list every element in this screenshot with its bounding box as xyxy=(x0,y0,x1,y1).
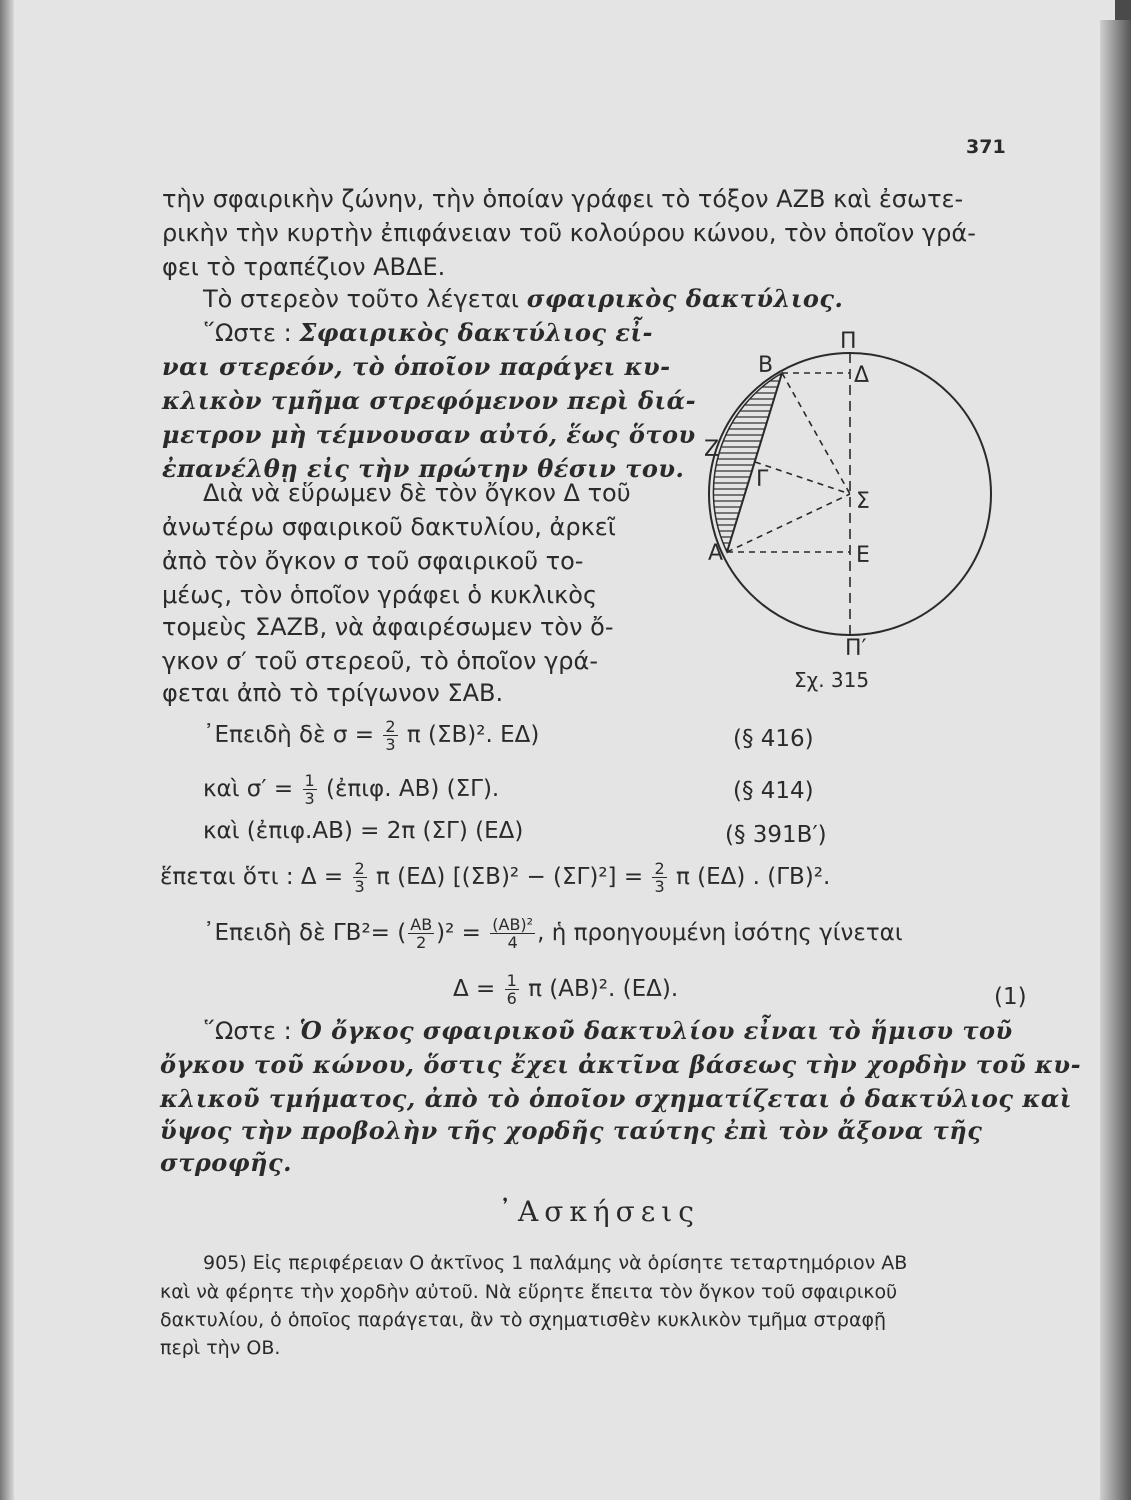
denominator: 6 xyxy=(506,989,517,1008)
figure-caption: Σχ. 315 xyxy=(794,668,870,692)
book-spine-shadow xyxy=(0,0,14,1500)
text-line: ἀνωτέρω σφαιρικοῦ δακτυλίου, ἀρκεῖ xyxy=(162,513,616,541)
conclusion-line: στροφῆς. xyxy=(160,1148,292,1177)
radius-sb xyxy=(782,373,850,494)
text-span: Τὸ στερεὸν τοῦτο λέγεται xyxy=(203,285,527,313)
label-delta: Δ xyxy=(854,363,870,388)
eq-text: , ἡ προηγουμένη ἰσότης γίνεται xyxy=(537,920,903,946)
hatched-segment xyxy=(713,373,782,552)
text-span: ῞Ωστε : xyxy=(203,319,300,347)
definition-italic: Σφαιρικὸς δακτύλιος εἶ- xyxy=(299,318,653,347)
denominator: 3 xyxy=(304,789,315,808)
conclusion-line: ὕψος τὴν προβολὴν τῆς χορδῆς ταύτης ἐπὶ τὸν ἄξονα τῆς xyxy=(160,1116,983,1145)
eq-text: (ἐπιφ. ΑΒ) (ΣΓ). xyxy=(326,776,500,802)
label-zeta: Ζ xyxy=(704,437,720,462)
equation-line xyxy=(203,772,499,807)
equation-reference: (§ 416) xyxy=(733,726,814,752)
fraction xyxy=(383,718,397,753)
eq-text: π (ΑΒ)². (ΕΔ). xyxy=(528,976,679,1002)
equation-line xyxy=(203,718,539,753)
definition-line xyxy=(203,318,653,348)
eq-text: )² = xyxy=(436,920,481,946)
denominator: 3 xyxy=(385,735,396,754)
equation-line xyxy=(160,860,830,895)
fraction xyxy=(652,860,666,895)
equation-line xyxy=(453,972,678,1007)
label-pi-prime: Π′ xyxy=(845,636,867,660)
numerator: 1 xyxy=(304,771,315,790)
equation-line: καὶ (ἐπιφ.ΑΒ) = 2π (ΣΓ) (ΕΔ) xyxy=(203,818,524,844)
text-line xyxy=(203,284,843,314)
numerator: 2 xyxy=(385,717,396,736)
equation-reference: (§ 414) xyxy=(733,778,814,804)
denominator: 3 xyxy=(654,877,665,896)
label-gamma: Γ xyxy=(756,467,769,492)
label-epsilon: Ε xyxy=(856,543,870,568)
definition-line: μετρον μὴ τέμνουσαν αὐτό, ἕως ὅτου xyxy=(162,420,696,449)
term-italic: σφαιρικὸς δακτύλιος. xyxy=(526,284,844,313)
fraction xyxy=(353,860,367,895)
eq-text: π (ΕΔ) . (ΓΒ)². xyxy=(675,864,831,890)
numerator: 1 xyxy=(506,971,517,990)
eq-text: Δ = xyxy=(453,976,496,1002)
text-line: μέως, τὸν ὁποῖον γράφει ὁ κυκλικὸς xyxy=(162,581,598,609)
book-edge-shadow xyxy=(1100,20,1131,1500)
numerator: 2 xyxy=(654,859,665,878)
denominator: 2 xyxy=(416,933,427,952)
fraction xyxy=(408,916,434,951)
text-line: φει τὸ τραπέζιον ΑΒΔΕ. xyxy=(162,253,446,281)
text-line: γκον σ′ τοῦ στερεοῦ, τὸ ὁποῖον γρά- xyxy=(162,647,599,675)
conclusion-line: ὄγκου τοῦ κώνου, ὅστις ἔχει ἀκτῖνα βάσεως τὴν χορδὴν τοῦ κυ- xyxy=(160,1050,1082,1079)
text-line: φεται ἀπὸ τὸ τρίγωνον ΣΑΒ. xyxy=(162,679,504,707)
conclusion-line xyxy=(203,1016,1013,1046)
numerator: 2 xyxy=(354,859,365,878)
numerator: ΑΒ xyxy=(410,915,433,934)
equation-reference: (§ 391Β′) xyxy=(725,822,827,848)
eq-text: ᾿Επειδὴ δὲ ΓΒ²= ( xyxy=(203,920,407,946)
exercise-line: δακτυλίου, ὁ ὁποῖος παράγεται, ἂν τὸ σχηματισθὲν κυκλικὸν τμῆμα στραφῇ xyxy=(160,1309,887,1331)
exercise-line: 905) Εἰς περιφέρειαν Ο ἀκτῖνος 1 παλάμης νὰ ὁρίσητε τεταρτημόριον ΑΒ xyxy=(203,1252,908,1274)
conclusion-line: κλικοῦ τμήματος, ἀπὸ τὸ ὁποῖον σχηματίζεται ὁ δακτύλιος καὶ xyxy=(160,1084,1072,1113)
label-a: Α xyxy=(708,541,724,566)
exercises-heading: ᾿Ασκήσεις xyxy=(498,1195,700,1228)
eq-text: καὶ σ′ = xyxy=(203,776,294,802)
exercise-line: περὶ τὴν ΟΒ. xyxy=(160,1337,281,1359)
denominator: 3 xyxy=(354,877,365,896)
definition-line: ναι στερεόν, τὸ ὁποῖον παράγει κυ- xyxy=(162,352,671,381)
fraction xyxy=(505,972,519,1007)
text-line: τὴν σφαιρικὴν ζώνην, τὴν ὁποίαν γράφει τὸ τόξον ΑΖΒ καὶ ἐσωτε- xyxy=(162,185,964,213)
denominator: 4 xyxy=(507,933,518,952)
text-line: ἀπὸ τὸν ὄγκον σ τοῦ σφαιρικοῦ το- xyxy=(162,547,584,575)
fraction xyxy=(303,772,317,807)
page-number: 371 xyxy=(966,136,1006,158)
numerator: (ΑΒ)² xyxy=(492,915,534,934)
text-line: Διὰ νὰ εὕρωμεν δὲ τὸν ὄγκον Δ τοῦ xyxy=(203,479,631,507)
eq-text: π (ΕΔ) [(ΣΒ)² − (ΣΓ)²] = xyxy=(376,864,644,890)
fraction xyxy=(490,916,535,951)
text-line: τομεὺς ΣΑΖΒ, νὰ ἀφαιρέσωμεν τὸν ὄ- xyxy=(162,613,614,641)
figure-315-sphere-ring xyxy=(690,330,1010,660)
text-span: ῞Ωστε : xyxy=(203,1017,300,1045)
label-pi: Π xyxy=(840,330,857,354)
equation-line xyxy=(203,916,903,951)
eq-text: ᾿Επειδὴ δὲ σ = xyxy=(203,722,375,748)
segment-sg xyxy=(755,462,850,494)
text-line: ρικὴν τὴν κυρτὴν ἐπιφάνειαν τοῦ κολούρου κώνου, τὸν ὁποῖον γρά- xyxy=(162,219,976,247)
label-b: Β xyxy=(758,353,774,378)
radius-sa xyxy=(727,494,850,552)
equation-number: (1) xyxy=(994,984,1027,1010)
definition-line: κλικὸν τμῆμα στρεφόμενον περὶ διά- xyxy=(162,386,697,415)
eq-text: ἕπεται ὅτι : Δ = xyxy=(160,864,344,890)
label-sigma: Σ xyxy=(856,489,870,514)
eq-text: π (ΣΒ)². ΕΔ) xyxy=(406,722,540,748)
exercise-line: καὶ νὰ φέρητε τὴν χορδὴν αὐτοῦ. Νὰ εὕρητε ἔπειτα τὸν ὄγκον τοῦ σφαιρικοῦ xyxy=(160,1281,898,1303)
definition-line: ἐπανέλθῃ εἰς τὴν πρώτην θέσιν του. xyxy=(162,454,685,483)
conclusion-italic: Ὁ ὄγκος σφαιρικοῦ δακτυλίου εἶναι τὸ ἥμισυ τοῦ xyxy=(299,1016,1013,1045)
